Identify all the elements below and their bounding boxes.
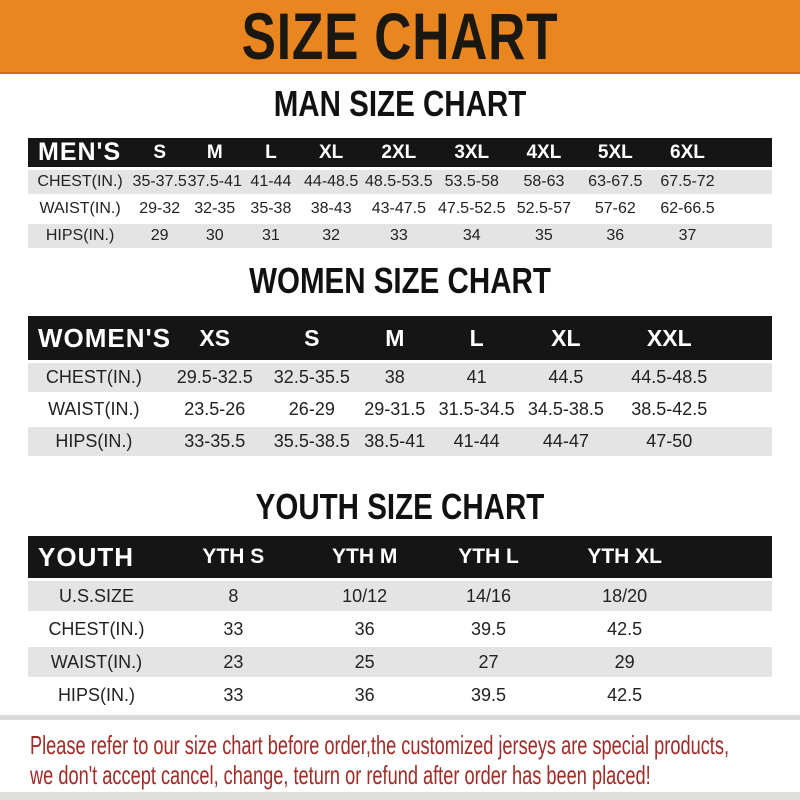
men-size-table: [28, 135, 772, 251]
size-column-header: 6XL: [651, 138, 723, 167]
value-cell: 44-48.5: [304, 173, 359, 190]
size-column-header: YTH L: [428, 536, 550, 578]
value-cell: 29-32: [139, 200, 181, 217]
size-column-header: S: [132, 138, 187, 167]
size-column-header: YTH XL: [550, 536, 700, 578]
value-cell: 23.5-26: [184, 399, 246, 419]
value-cell: 26-29: [288, 399, 335, 419]
header-spacer-cell: [724, 316, 772, 360]
value-cell: 32-35: [194, 200, 236, 217]
size-column-header: 4XL: [509, 138, 580, 167]
value-cell: 37.5-41: [187, 173, 242, 190]
value-cell: 62-66.5: [660, 200, 715, 217]
header-spacer-cell: [700, 536, 772, 578]
size-column-header: 3XL: [435, 138, 509, 167]
value-cell: 58-63: [523, 173, 565, 190]
spacer-cell: [724, 197, 772, 221]
header-row: [28, 138, 772, 167]
banner-title: SIZE CHART: [241, 0, 559, 73]
bottom-edge-strip: [0, 792, 800, 800]
value-cell: 27: [478, 651, 499, 672]
size-column-header: XL: [518, 316, 615, 360]
value-cell: 35: [535, 227, 553, 244]
size-column-header: L: [242, 138, 299, 167]
value-cell: 48.5-53.5: [365, 173, 433, 190]
table-row: [28, 395, 772, 424]
value-cell: 29.5-32.5: [176, 367, 253, 387]
value-cell: 31.5-34.5: [438, 399, 515, 419]
value-cell: 14/16: [466, 585, 512, 606]
value-cell: 37: [678, 227, 697, 244]
value-cell: 63-67.5: [588, 173, 643, 190]
table-row: [28, 680, 772, 710]
value-cell: 36: [354, 618, 375, 639]
value-cell: 34: [462, 227, 481, 244]
table-title-cell: MEN'S: [28, 138, 132, 167]
order-disclaimer: [30, 730, 800, 790]
value-cell: 44.5: [548, 367, 584, 387]
value-cell: 39.5: [471, 684, 507, 705]
value-cell: 29-31.5: [364, 399, 426, 419]
women-size-section: [0, 260, 800, 459]
value-cell: 36: [354, 684, 375, 705]
spacer-cell: [700, 581, 772, 611]
value-cell: 18/20: [602, 585, 648, 606]
table-row: [28, 197, 772, 221]
table-title-cell: WOMEN'S: [28, 316, 160, 360]
value-cell: 47-50: [646, 431, 693, 451]
table-row: [28, 427, 772, 456]
table-row: [28, 170, 772, 194]
value-cell: 35-38: [250, 200, 292, 217]
value-cell: 38-43: [310, 200, 352, 217]
row-label-cell: HIPS(IN.): [57, 684, 135, 705]
header-row: [28, 536, 772, 578]
value-cell: 32.5-35.5: [273, 367, 350, 387]
youth-table-underline: [0, 715, 800, 720]
value-cell: 31: [261, 227, 280, 244]
table-row: [28, 363, 772, 392]
youth-size-table: [28, 533, 772, 713]
women-size-table: [28, 313, 772, 459]
value-cell: 39.5: [471, 618, 507, 639]
size-column-header: M: [187, 138, 242, 167]
size-column-header: XS: [160, 316, 270, 360]
value-cell: 41-44: [453, 431, 500, 451]
row-label-cell: CHEST(IN.): [37, 173, 123, 190]
value-cell: 67.5-72: [660, 173, 715, 190]
value-cell: 30: [205, 227, 224, 244]
men-size-section: [0, 83, 800, 251]
value-cell: 29: [150, 227, 169, 244]
value-cell: 34.5-38.5: [527, 399, 604, 419]
value-cell: 35-37.5: [132, 173, 187, 190]
row-label-cell: CHEST(IN.): [48, 618, 145, 639]
spacer-cell: [724, 224, 772, 248]
value-cell: 41: [466, 367, 487, 387]
size-column-header: XL: [300, 138, 363, 167]
size-column-header: XXL: [614, 316, 724, 360]
spacer-cell: [700, 680, 772, 710]
value-cell: 32: [322, 227, 341, 244]
table-row: [28, 647, 772, 677]
value-cell: 36: [606, 227, 625, 244]
row-label-cell: CHEST(IN.): [45, 367, 142, 387]
row-label-cell: WAIST(IN.): [50, 651, 143, 672]
size-column-header: 5XL: [579, 138, 651, 167]
row-label-cell: WAIST(IN.): [39, 200, 121, 217]
spacer-cell: [724, 170, 772, 194]
value-cell: 33-35.5: [184, 431, 246, 451]
value-cell: 38: [384, 367, 405, 387]
spacer-cell: [700, 647, 772, 677]
youth-chart-heading: YOUTH SIZE CHART: [255, 486, 545, 527]
row-label-cell: WAIST(IN.): [48, 399, 140, 419]
value-cell: 38.5-42.5: [631, 399, 708, 419]
value-cell: 41-44: [250, 173, 292, 190]
spacer-cell: [724, 363, 772, 392]
spacer-cell: [724, 395, 772, 424]
table-row: [28, 581, 772, 611]
table-row: [28, 224, 772, 248]
value-cell: 57-62: [594, 200, 636, 217]
size-column-header: S: [270, 316, 354, 360]
value-cell: 25: [354, 651, 375, 672]
value-cell: 23: [223, 651, 244, 672]
header-row: [28, 316, 772, 360]
value-cell: 42.5: [607, 618, 643, 639]
size-column-header: 2XL: [363, 138, 435, 167]
value-cell: 35.5-38.5: [273, 431, 350, 451]
value-cell: 43-47.5: [371, 200, 426, 217]
value-cell: 38.5-41: [364, 431, 426, 451]
row-label-cell: HIPS(IN.): [55, 431, 133, 451]
value-cell: 44.5-48.5: [631, 367, 708, 387]
value-cell: 29: [614, 651, 635, 672]
youth-size-section: [0, 486, 800, 720]
value-cell: 52.5-57: [516, 200, 572, 217]
size-column-header: YTH M: [302, 536, 428, 578]
value-cell: 8: [228, 585, 239, 606]
value-cell: 42.5: [607, 684, 643, 705]
size-chart-banner: [0, 0, 800, 74]
size-column-header: M: [354, 316, 436, 360]
value-cell: 33: [223, 618, 244, 639]
row-label-cell: HIPS(IN.): [45, 227, 115, 244]
size-column-header: L: [436, 316, 518, 360]
table-title-cell: YOUTH: [28, 536, 165, 578]
value-cell: 47.5-52.5: [437, 200, 506, 217]
value-cell: 33: [389, 227, 408, 244]
disclaimer-line-1: Please refer to our size chart before order,the customized jerseys are special products,: [30, 730, 730, 760]
table-row: [28, 614, 772, 644]
row-label-cell: U.S.SIZE: [58, 585, 134, 606]
value-cell: 44-47: [542, 431, 589, 451]
spacer-cell: [700, 614, 772, 644]
women-chart-heading: WOMEN SIZE CHART: [249, 260, 551, 301]
spacer-cell: [724, 427, 772, 456]
value-cell: 33: [223, 684, 244, 705]
header-spacer-cell: [724, 138, 772, 167]
size-column-header: YTH S: [165, 536, 302, 578]
men-chart-heading: MAN SIZE CHART: [273, 83, 527, 124]
disclaimer-line-2: we don't accept cancel, change, teturn or refund after order has been placed!: [30, 760, 651, 790]
value-cell: 53.5-58: [444, 173, 499, 190]
value-cell: 10/12: [342, 585, 388, 606]
